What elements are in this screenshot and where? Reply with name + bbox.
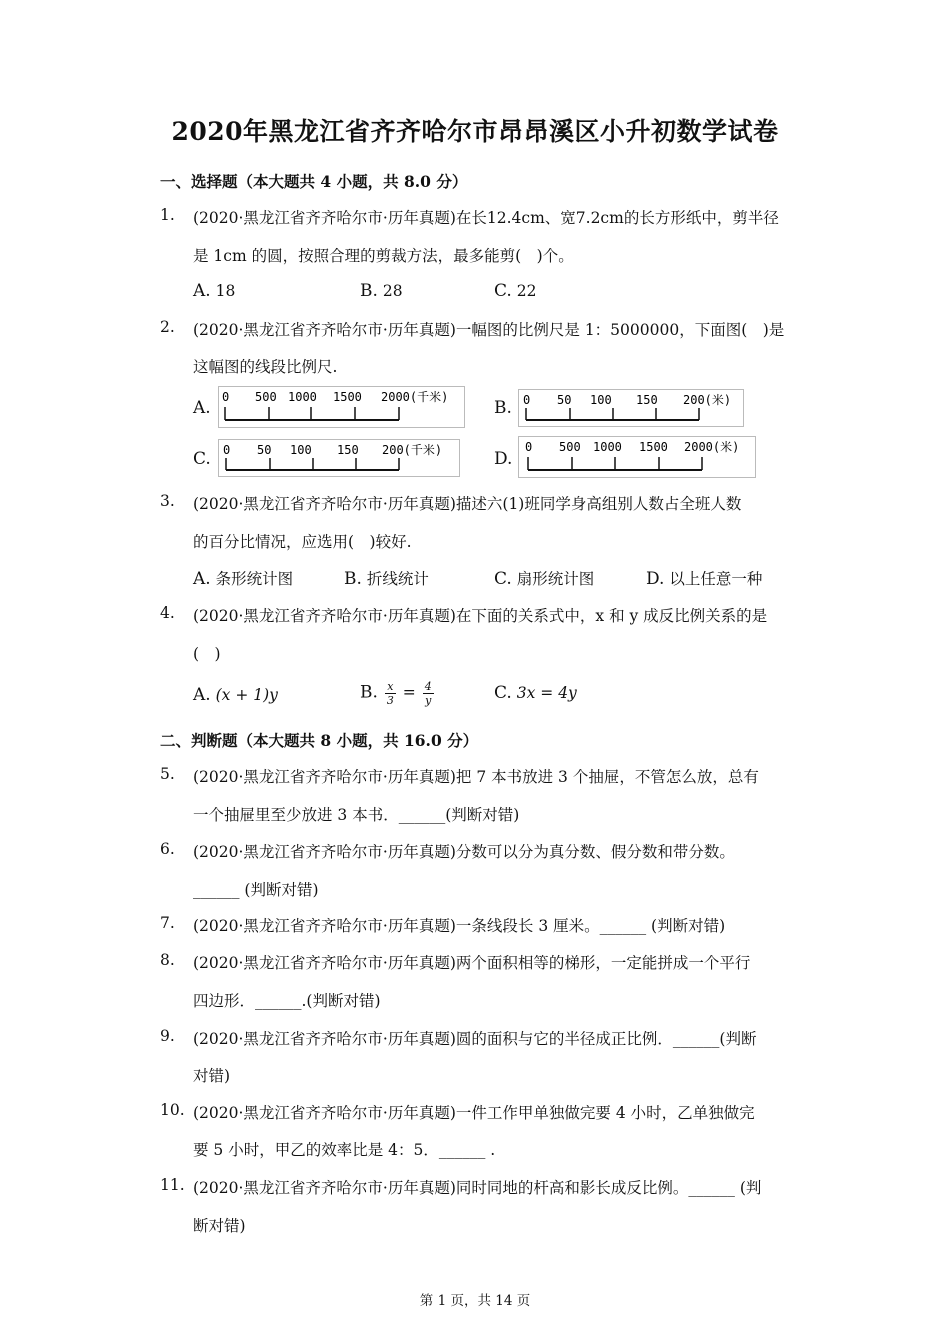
- question-text: 一个抽屉里至少放进 3 本书．______(判断对错): [193, 806, 520, 824]
- question-text: 四边形．______.(判断对错): [193, 992, 381, 1010]
- question-text: (2020·黑龙江省齐齐哈尔市·历年真题)一件工作甲单独做完要 4 小时，乙单独做完: [193, 1104, 755, 1122]
- scale-tick-label: 150: [636, 393, 658, 407]
- question-text: (2020·黑龙江省齐齐哈尔市·历年真题)两个面积相等的梯形，一定能拼成一个平行: [193, 954, 751, 972]
- question-number: 9.: [160, 1027, 175, 1045]
- question-text: 这幅图的线段比例尺.: [193, 358, 338, 376]
- question-text: 要 5 小时，甲乙的效率比是 4：5．______ .: [193, 1141, 496, 1159]
- scale-tick-label: 2000(千米): [381, 390, 449, 404]
- option-a: A. 条形统计图: [193, 569, 294, 589]
- question-text: 的百分比情况，应选用( )较好.: [193, 533, 412, 551]
- question-text: (2020·黑龙江省齐齐哈尔市·历年真题)一幅图的比例尺是 1：5000000，下面图( )是: [193, 321, 785, 339]
- option-b: B.: [494, 398, 512, 418]
- question-text: (2020·黑龙江省齐齐哈尔市·历年真题)同时同地的杆高和影长成反比例。______ (判: [193, 1179, 762, 1197]
- option-b: B. 折线统计: [344, 569, 429, 589]
- option-a: A. (x + 1)y: [193, 685, 278, 705]
- question-number: 6.: [160, 840, 175, 858]
- scale-tick-label: 50: [557, 393, 572, 407]
- question-text: 对错): [193, 1067, 231, 1085]
- question-number: 8.: [160, 951, 175, 969]
- scale-bar-b-graphic: [519, 390, 743, 426]
- question-number: 2.: [160, 318, 175, 336]
- question-number: 4.: [160, 604, 175, 622]
- page-footer: 第 1 页，共 14 页: [419, 1293, 531, 1309]
- scale-tick-label: 1000: [288, 390, 317, 404]
- scale-tick-label: 50: [257, 443, 272, 457]
- scale-tick-label: 500: [559, 440, 581, 454]
- question-text: (2020·黑龙江省齐齐哈尔市·历年真题)一条线段长 3 厘米。______ (判断对错): [193, 917, 726, 935]
- question-text: (2020·黑龙江省齐齐哈尔市·历年真题)描述六(1)班同学身高组别人数占全班人数: [193, 495, 742, 513]
- section-heading-judge: 二、判断题（本大题共 8 小题，共 16.0 分）: [160, 731, 479, 750]
- question-text: ______ (判断对错): [193, 881, 319, 899]
- scale-tick-label: 2000(米): [684, 440, 740, 454]
- scale-bar-c: [218, 439, 460, 477]
- scale-tick-label: 1000: [593, 440, 622, 454]
- scale-tick-label: 0: [223, 443, 231, 457]
- question-text: 是 1cm 的圆，按照合理的剪裁方法，最多能剪( )个。: [193, 247, 574, 265]
- scale-tick-label: 200(米): [683, 393, 732, 407]
- option-a: A.: [193, 398, 211, 418]
- fraction: $\frac{x}{3}$: [386, 680, 394, 707]
- scale-bar-d-graphic: [519, 437, 755, 477]
- question-text: (2020·黑龙江省齐齐哈尔市·历年真题)分数可以分为真分数、假分数和带分数。: [193, 843, 735, 861]
- question-text: (2020·黑龙江省齐齐哈尔市·历年真题)在长12.4cm、宽7.2cm的长方形纸中，剪半径: [193, 209, 779, 227]
- scale-bar-a: [218, 386, 465, 428]
- option-c: C. 扇形统计图: [494, 569, 595, 589]
- question-number: 10.: [160, 1101, 185, 1119]
- page-title: 2020年黑龙江省齐齐哈尔市昂昂溪区小升初数学试卷: [171, 117, 779, 146]
- option-c: C.: [193, 449, 211, 469]
- question-text: ( ): [193, 645, 221, 663]
- scale-tick-label: 100: [290, 443, 312, 457]
- option-c: C. 22: [494, 281, 537, 301]
- option-a: A. 18: [193, 281, 236, 301]
- question-text: (2020·黑龙江省齐齐哈尔市·历年真题)圆的面积与它的半径成正比例．______(判断: [193, 1030, 757, 1048]
- question-text: (2020·黑龙江省齐齐哈尔市·历年真题)把 7 本书放进 3 个抽屉，不管怎么放，总有: [193, 768, 759, 786]
- question-text: (2020·黑龙江省齐齐哈尔市·历年真题)在下面的关系式中，x 和 y 成反比例关系的是: [193, 607, 768, 625]
- question-text: 断对错): [193, 1217, 246, 1235]
- scale-tick-label: 150: [337, 443, 359, 457]
- option-c: C. 3x = 4y: [494, 683, 577, 703]
- scale-tick-label: 0: [222, 390, 230, 404]
- scale-tick-label: 1500: [639, 440, 668, 454]
- scale-tick-label: 0: [523, 393, 531, 407]
- scale-tick-label: 500: [255, 390, 277, 404]
- scale-bar-c-graphic: [219, 440, 459, 476]
- option-b: B. $\frac{x}{3}$ = $\frac{4}{y}$: [360, 680, 432, 707]
- option-b: B. 28: [360, 281, 403, 301]
- section-heading-choice: 一、选择题（本大题共 4 小题，共 8.0 分）: [160, 172, 468, 191]
- scale-bar-d: [518, 436, 756, 478]
- question-number: 1.: [160, 206, 175, 224]
- scale-bar-a-graphic: [219, 387, 464, 427]
- scale-tick-label: 1500: [333, 390, 362, 404]
- question-number: 11.: [160, 1176, 185, 1194]
- scale-tick-label: 200(千米): [382, 443, 443, 457]
- option-d: D. 以上任意一种: [646, 569, 763, 589]
- scale-tick-label: 100: [590, 393, 612, 407]
- question-number: 7.: [160, 914, 175, 932]
- scale-bar-b: [518, 389, 744, 427]
- question-number: 3.: [160, 492, 175, 510]
- fraction: $\frac{4}{y}$: [424, 680, 432, 707]
- scale-tick-label: 0: [525, 440, 533, 454]
- option-d: D.: [494, 449, 513, 469]
- question-number: 5.: [160, 765, 175, 783]
